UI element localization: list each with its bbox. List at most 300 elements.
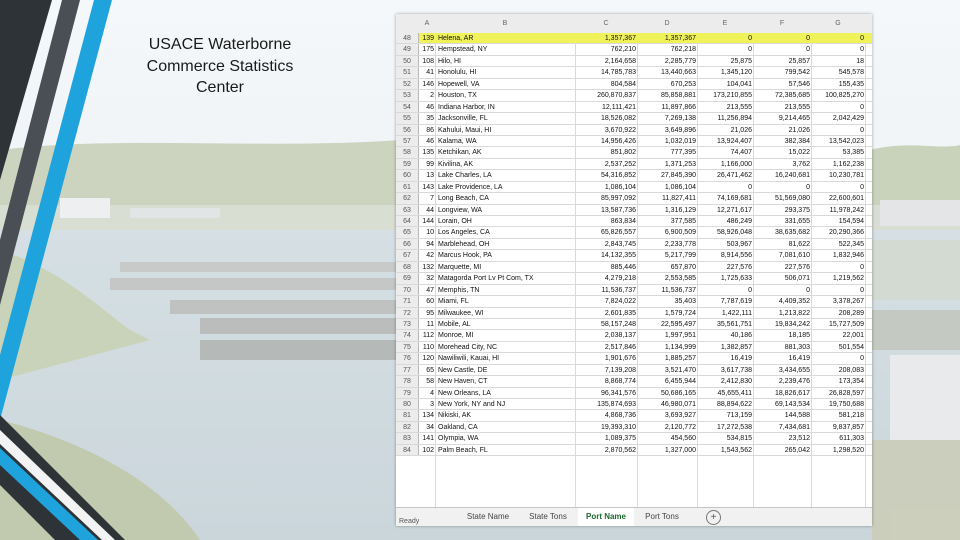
table-cell[interactable]: 69,143,534 <box>774 401 810 408</box>
table-cell[interactable]: 7,824,022 <box>604 298 636 306</box>
row-number[interactable]: 84 <box>396 445 419 455</box>
table-cell[interactable]: 382,384 <box>784 137 810 145</box>
table-cell[interactable]: 3 <box>430 401 434 408</box>
table-cell[interactable]: Houston, TX <box>438 92 477 100</box>
table-cell[interactable]: 2,120,772 <box>664 423 696 431</box>
table-cell[interactable]: 65,826,557 <box>600 229 636 237</box>
row-number[interactable]: 48 <box>396 33 419 43</box>
table-cell[interactable]: 1,345,120 <box>720 69 752 77</box>
table-cell[interactable]: 58,157,248 <box>600 320 636 328</box>
table-row[interactable] <box>396 33 872 44</box>
table-cell[interactable]: 0 <box>748 35 752 42</box>
table-cell[interactable]: 1,166,000 <box>720 160 752 168</box>
table-cell[interactable]: 503,967 <box>726 240 752 248</box>
row-number[interactable]: 49 <box>396 44 419 54</box>
row-number[interactable]: 80 <box>396 399 419 409</box>
table-cell[interactable]: 141 <box>422 435 434 443</box>
table-row[interactable] <box>396 182 872 193</box>
table-cell[interactable]: Helena, AR <box>438 35 474 42</box>
row-number[interactable]: 55 <box>396 113 419 123</box>
table-cell[interactable]: 213,555 <box>784 103 810 111</box>
table-cell[interactable]: 3,434,655 <box>778 366 810 374</box>
table-row[interactable] <box>396 90 872 101</box>
table-cell[interactable]: 0 <box>806 183 810 191</box>
table-cell[interactable]: 4,409,352 <box>778 298 810 306</box>
table-cell[interactable]: 9,837,857 <box>832 423 864 431</box>
table-cell[interactable]: 72,385,685 <box>774 92 810 100</box>
table-cell[interactable]: 7 <box>430 195 434 203</box>
table-cell[interactable]: Oakland, CA <box>438 423 478 431</box>
table-cell[interactable]: Kahului, Maui, HI <box>438 126 492 134</box>
table-cell[interactable]: Lake Providence, LA <box>438 183 503 191</box>
table-cell[interactable]: 762,218 <box>670 46 696 54</box>
table-cell[interactable]: New Castle, DE <box>438 366 488 374</box>
table-cell[interactable]: 0 <box>748 183 752 191</box>
row-number[interactable]: 57 <box>396 136 419 146</box>
table-cell[interactable]: 35 <box>426 115 434 123</box>
table-cell[interactable]: 34 <box>426 423 434 431</box>
table-cell[interactable]: 10 <box>426 229 434 237</box>
table-cell[interactable]: 173,354 <box>838 378 864 386</box>
table-cell[interactable]: 6,455,944 <box>664 378 696 386</box>
table-cell[interactable]: Kalama, WA <box>438 137 477 145</box>
table-cell[interactable]: 377,585 <box>670 218 696 225</box>
table-row[interactable] <box>396 216 872 227</box>
table-cell[interactable]: Longview, WA <box>438 206 483 214</box>
table-cell[interactable]: 2,553,585 <box>664 275 696 283</box>
table-cell[interactable]: 260,870,837 <box>597 92 636 100</box>
table-cell[interactable]: Marcus Hook, PA <box>438 252 492 260</box>
table-cell[interactable]: 0 <box>860 183 864 191</box>
table-cell[interactable]: 534,815 <box>726 435 752 443</box>
table-cell[interactable]: 46,980,071 <box>660 401 696 408</box>
table-cell[interactable]: 13,924,407 <box>716 137 752 145</box>
table-cell[interactable]: 0 <box>748 286 752 294</box>
table-cell[interactable]: 108 <box>422 57 434 65</box>
table-cell[interactable]: 2,042,429 <box>832 115 864 123</box>
table-cell[interactable]: 21,026 <box>788 126 810 134</box>
table-cell[interactable]: 110 <box>422 343 434 351</box>
table-cell[interactable]: 53,385 <box>842 149 864 157</box>
table-cell[interactable]: Long Beach, CA <box>438 195 489 203</box>
table-cell[interactable]: 19,393,310 <box>600 423 636 431</box>
table-cell[interactable]: 58 <box>426 378 434 386</box>
table-cell[interactable]: 1,579,724 <box>664 309 696 317</box>
table-cell[interactable]: 3,693,927 <box>664 412 696 420</box>
table-cell[interactable]: Nikiski, AK <box>438 412 472 420</box>
table-cell[interactable]: 32 <box>426 275 434 283</box>
table-row[interactable] <box>396 445 872 456</box>
table-cell[interactable]: 0 <box>806 46 810 54</box>
table-cell[interactable]: Matagorda Port Lv Pt Com, TX <box>438 275 534 283</box>
table-row[interactable] <box>396 262 872 273</box>
table-cell[interactable]: 10,230,781 <box>828 172 864 180</box>
table-cell[interactable]: 506,071 <box>784 275 810 283</box>
table-cell[interactable]: 2,239,476 <box>778 378 810 386</box>
table-cell[interactable]: 885,446 <box>610 263 636 271</box>
table-cell[interactable]: 1,422,111 <box>721 309 752 317</box>
table-cell[interactable]: 154,594 <box>838 218 864 225</box>
table-cell[interactable]: 21,026 <box>730 126 752 134</box>
table-cell[interactable]: 102 <box>422 446 434 454</box>
row-number[interactable]: 56 <box>396 125 419 135</box>
table-cell[interactable]: Los Angeles, CA <box>438 229 490 237</box>
table-cell[interactable]: 7,139,208 <box>604 366 636 374</box>
table-cell[interactable]: 14,132,355 <box>600 252 636 260</box>
table-cell[interactable]: 135 <box>422 149 434 157</box>
table-row[interactable] <box>396 308 872 319</box>
table-cell[interactable]: 1,327,000 <box>664 446 696 454</box>
table-cell[interactable]: 2,870,562 <box>604 446 636 454</box>
row-number[interactable]: 60 <box>396 170 419 180</box>
table-cell[interactable]: 18,526,082 <box>600 115 636 123</box>
table-cell[interactable]: 11 <box>426 320 434 328</box>
table-cell[interactable]: 94 <box>426 240 434 248</box>
table-cell[interactable]: Lake Charles, LA <box>438 172 492 180</box>
table-cell[interactable]: 1,213,822 <box>778 309 810 317</box>
table-cell[interactable]: 65 <box>426 366 434 374</box>
row-number[interactable]: 66 <box>396 239 419 249</box>
table-cell[interactable]: 13,542,023 <box>828 137 864 145</box>
table-cell[interactable]: 331,655 <box>784 218 810 225</box>
table-cell[interactable]: 74,407 <box>730 149 752 157</box>
table-row[interactable] <box>396 433 872 444</box>
table-cell[interactable]: 15,727,509 <box>828 320 864 328</box>
table-cell[interactable]: 545,578 <box>838 69 864 77</box>
table-cell[interactable]: 155,435 <box>838 80 864 88</box>
table-cell[interactable]: 14,785,783 <box>600 69 636 77</box>
table-cell[interactable]: 6,900,509 <box>664 229 696 237</box>
table-cell[interactable]: 1,382,857 <box>720 343 752 351</box>
table-cell[interactable]: 0 <box>860 286 864 294</box>
column-header-b[interactable]: B <box>502 20 508 27</box>
table-row[interactable] <box>396 67 872 78</box>
table-cell[interactable]: 4,868,736 <box>604 412 636 420</box>
table-row[interactable] <box>396 44 872 55</box>
table-cell[interactable]: 35,561,751 <box>716 320 752 328</box>
table-cell[interactable]: 611,303 <box>839 435 864 443</box>
table-cell[interactable]: 88,894,622 <box>716 401 752 408</box>
table-cell[interactable]: 11,536,737 <box>661 286 696 294</box>
table-cell[interactable]: 13,587,736 <box>600 206 636 214</box>
table-row[interactable] <box>396 193 872 204</box>
table-cell[interactable]: 14,956,426 <box>600 137 636 145</box>
table-cell[interactable]: 777,395 <box>670 149 696 157</box>
table-cell[interactable]: 22,595,497 <box>660 320 696 328</box>
table-cell[interactable]: New Orleans, LA <box>438 389 491 397</box>
table-cell[interactable]: 0 <box>748 46 752 54</box>
table-row[interactable] <box>396 376 872 387</box>
table-cell[interactable]: 51,569,080 <box>774 195 810 203</box>
table-cell[interactable]: 227,576 <box>784 263 810 271</box>
table-cell[interactable]: 657,870 <box>670 263 696 271</box>
table-cell[interactable]: Marblehead, OH <box>438 240 490 248</box>
table-cell[interactable]: Hilo, HI <box>438 57 461 65</box>
table-cell[interactable]: Miami, FL <box>438 298 469 306</box>
table-cell[interactable]: 1,543,562 <box>720 446 752 454</box>
table-row[interactable] <box>396 136 872 147</box>
table-cell[interactable]: 0 <box>806 35 810 42</box>
table-cell[interactable]: 44 <box>426 206 434 214</box>
row-number[interactable]: 73 <box>396 319 419 329</box>
table-cell[interactable]: 713,159 <box>726 412 752 420</box>
table-cell[interactable]: 26,828,597 <box>828 389 864 397</box>
table-cell[interactable]: Memphis, TN <box>438 286 480 294</box>
table-cell[interactable]: 863,834 <box>610 218 636 225</box>
row-number[interactable]: 75 <box>396 342 419 352</box>
table-cell[interactable]: 46 <box>426 137 434 145</box>
table-cell[interactable]: 3,378,267 <box>832 298 864 306</box>
row-number[interactable]: 70 <box>396 285 419 295</box>
table-cell[interactable]: 0 <box>860 35 864 42</box>
table-cell[interactable]: 454,560 <box>670 435 696 443</box>
table-cell[interactable]: 13 <box>426 172 434 180</box>
column-header-c[interactable]: C <box>603 20 609 27</box>
table-row[interactable] <box>396 388 872 399</box>
table-cell[interactable]: 18,185 <box>788 332 810 340</box>
table-cell[interactable]: 8,914,556 <box>720 252 752 260</box>
table-cell[interactable]: 12,271,617 <box>716 206 752 214</box>
table-cell[interactable]: 1,089,375 <box>604 435 636 443</box>
table-cell[interactable]: 41 <box>426 69 434 77</box>
table-cell[interactable]: 96,341,576 <box>600 389 636 397</box>
table-cell[interactable]: 50,686,165 <box>660 389 696 397</box>
table-row[interactable] <box>396 285 872 296</box>
table-cell[interactable]: 3,762 <box>792 160 810 168</box>
table-cell[interactable]: 11,256,894 <box>717 115 752 123</box>
table-row[interactable] <box>396 125 872 136</box>
table-cell[interactable]: 762,210 <box>610 46 636 54</box>
table-cell[interactable]: 799,542 <box>784 69 810 77</box>
table-cell[interactable]: 99 <box>426 160 434 168</box>
table-cell[interactable]: Nawiliwili, Kauai, HI <box>438 355 500 363</box>
table-row[interactable] <box>396 239 872 250</box>
column-header-f[interactable]: F <box>779 20 785 27</box>
table-row[interactable] <box>396 250 872 261</box>
row-number[interactable]: 83 <box>396 433 419 443</box>
row-number[interactable]: 77 <box>396 365 419 375</box>
table-cell[interactable]: 3,521,470 <box>664 366 696 374</box>
row-number[interactable]: 72 <box>396 308 419 318</box>
table-cell[interactable]: 20,290,366 <box>828 229 864 237</box>
tab-state-name[interactable]: State Name <box>466 512 510 521</box>
table-cell[interactable]: Morehead City, NC <box>438 343 498 351</box>
tab-port-tons[interactable]: Port Tons <box>645 512 679 521</box>
table-row[interactable] <box>396 227 872 238</box>
table-cell[interactable]: 0 <box>860 355 864 363</box>
table-row[interactable] <box>396 399 872 410</box>
row-number[interactable]: 76 <box>396 353 419 363</box>
table-cell[interactable]: 2,412,830 <box>720 378 752 386</box>
table-cell[interactable]: 0 <box>806 286 810 294</box>
table-row[interactable] <box>396 79 872 90</box>
row-number[interactable]: 62 <box>396 193 419 203</box>
table-cell[interactable]: 1,885,257 <box>664 355 696 363</box>
table-row[interactable] <box>396 319 872 330</box>
row-number[interactable]: 67 <box>396 250 419 260</box>
row-number[interactable]: 53 <box>396 90 419 100</box>
row-number[interactable]: 79 <box>396 388 419 398</box>
table-cell[interactable]: Palm Beach, FL <box>438 446 488 454</box>
table-cell[interactable]: 22,001 <box>842 332 864 340</box>
table-cell[interactable]: Milwaukee, WI <box>438 309 484 317</box>
table-cell[interactable]: 17,272,538 <box>716 423 752 431</box>
table-cell[interactable]: 4 <box>430 389 434 397</box>
table-cell[interactable]: Indiana Harbor, IN <box>438 103 495 111</box>
table-row[interactable] <box>396 56 872 67</box>
table-cell[interactable]: 95 <box>426 309 434 317</box>
table-cell[interactable]: 1,316,129 <box>664 206 696 214</box>
row-number[interactable]: 78 <box>396 376 419 386</box>
column-header-a[interactable]: A <box>424 20 430 27</box>
table-cell[interactable]: 173,210,855 <box>713 92 752 100</box>
table-cell[interactable]: 104,041 <box>726 80 752 88</box>
column-header-d[interactable]: D <box>664 20 670 27</box>
row-number[interactable]: 81 <box>396 410 419 420</box>
table-cell[interactable]: 7,081,610 <box>778 252 810 260</box>
table-cell[interactable]: 12,111,421 <box>602 103 636 111</box>
table-cell[interactable]: 25,875 <box>730 57 752 65</box>
table-cell[interactable]: 208,289 <box>838 309 864 317</box>
table-cell[interactable]: 81,622 <box>788 240 810 248</box>
table-cell[interactable]: 1,357,367 <box>664 35 696 42</box>
row-number[interactable]: 63 <box>396 205 419 215</box>
row-number[interactable]: 69 <box>396 273 419 283</box>
table-cell[interactable]: 227,576 <box>726 263 752 271</box>
table-cell[interactable]: 1,725,633 <box>720 275 752 283</box>
table-cell[interactable]: 1,162,238 <box>832 160 864 168</box>
table-cell[interactable]: 5,217,799 <box>664 252 696 260</box>
table-row[interactable] <box>396 296 872 307</box>
table-cell[interactable]: 18 <box>856 57 864 65</box>
table-cell[interactable]: New York, NY and NJ <box>438 401 506 408</box>
table-cell[interactable]: 74,169,681 <box>716 195 752 203</box>
table-cell[interactable]: 2,164,658 <box>604 57 636 65</box>
table-cell[interactable]: 16,419 <box>788 355 810 363</box>
table-cell[interactable]: 23,512 <box>788 435 810 443</box>
table-row[interactable] <box>396 159 872 170</box>
table-row[interactable] <box>396 273 872 284</box>
table-cell[interactable]: 293,375 <box>784 206 810 214</box>
add-sheet-icon[interactable]: + <box>706 510 721 525</box>
table-cell[interactable]: New Haven, CT <box>438 378 488 386</box>
table-cell[interactable]: 1,901,676 <box>604 355 636 363</box>
row-number[interactable]: 71 <box>396 296 419 306</box>
table-cell[interactable]: 0 <box>860 103 864 111</box>
table-cell[interactable]: 35,403 <box>674 298 696 306</box>
table-row[interactable] <box>396 422 872 433</box>
table-cell[interactable]: 22,600,601 <box>828 195 864 203</box>
table-cell[interactable]: 135,874,693 <box>597 401 636 408</box>
select-all-corner[interactable] <box>396 14 418 33</box>
table-cell[interactable]: 132 <box>422 263 434 271</box>
table-cell[interactable]: 144 <box>422 218 434 225</box>
column-header-g[interactable]: G <box>835 20 841 27</box>
table-cell[interactable]: Marquette, MI <box>438 263 482 271</box>
row-number[interactable]: 74 <box>396 330 419 340</box>
table-cell[interactable]: 139 <box>422 35 434 42</box>
table-cell[interactable]: 16,240,681 <box>774 172 810 180</box>
table-cell[interactable]: Mobile, AL <box>438 320 471 328</box>
table-cell[interactable]: 11,978,242 <box>829 206 864 214</box>
table-cell[interactable]: 7,787,619 <box>720 298 752 306</box>
tab-port-name[interactable]: Port Name <box>578 508 634 526</box>
tab-state-tons[interactable]: State Tons <box>529 512 567 521</box>
table-cell[interactable]: 3,617,738 <box>720 366 752 374</box>
table-cell[interactable]: 2,285,779 <box>664 57 696 65</box>
table-cell[interactable]: 804,584 <box>610 80 636 88</box>
table-cell[interactable]: 45,655,411 <box>717 389 752 397</box>
row-number[interactable]: 65 <box>396 227 419 237</box>
table-cell[interactable]: 3,670,922 <box>604 126 636 134</box>
table-cell[interactable]: 881,303 <box>784 343 810 351</box>
table-cell[interactable]: 144,588 <box>784 412 810 420</box>
table-cell[interactable]: 19,750,688 <box>828 401 864 408</box>
table-cell[interactable]: 1,357,367 <box>604 35 636 42</box>
table-cell[interactable]: 1,997,951 <box>664 332 696 340</box>
table-cell[interactable]: 1,134,999 <box>664 343 696 351</box>
table-cell[interactable]: 9,214,465 <box>778 115 810 123</box>
table-cell[interactable]: 60 <box>426 298 434 306</box>
row-number[interactable]: 51 <box>396 67 419 77</box>
table-cell[interactable]: 46 <box>426 103 434 111</box>
table-cell[interactable]: 8,868,774 <box>604 378 636 386</box>
table-cell[interactable]: 2,038,137 <box>604 332 636 340</box>
table-cell[interactable]: 11,827,411 <box>662 195 696 203</box>
column-header-e[interactable]: E <box>722 20 728 27</box>
table-cell[interactable]: 26,471,462 <box>716 172 752 180</box>
table-cell[interactable]: Jacksonville, FL <box>438 115 488 123</box>
table-cell[interactable]: 13,440,663 <box>660 69 696 77</box>
table-cell[interactable]: 1,086,104 <box>604 183 636 191</box>
table-cell[interactable]: 2,843,745 <box>604 240 636 248</box>
table-cell[interactable]: 0 <box>860 126 864 134</box>
table-cell[interactable]: 1,032,019 <box>664 137 696 145</box>
table-cell[interactable]: 0 <box>860 46 864 54</box>
table-cell[interactable]: Kivilina, AK <box>438 160 474 168</box>
table-cell[interactable]: 522,345 <box>838 240 864 248</box>
table-cell[interactable]: 11,536,737 <box>601 286 636 294</box>
table-row[interactable] <box>396 410 872 421</box>
table-cell[interactable]: 2 <box>430 92 434 100</box>
row-number[interactable]: 64 <box>396 216 419 226</box>
table-row[interactable] <box>396 170 872 181</box>
table-cell[interactable]: 2,233,778 <box>664 240 696 248</box>
table-cell[interactable]: 208,083 <box>838 366 864 374</box>
table-cell[interactable]: Hopewell, VA <box>438 80 480 88</box>
table-cell[interactable]: 38,635,682 <box>774 229 810 237</box>
table-cell[interactable]: 19,834,242 <box>774 320 810 328</box>
table-cell[interactable]: 4,279,218 <box>604 275 636 283</box>
table-cell[interactable]: 581,218 <box>838 412 864 420</box>
table-cell[interactable]: 146 <box>422 80 434 88</box>
table-cell[interactable]: 100,825,270 <box>825 92 864 100</box>
table-row[interactable] <box>396 102 872 113</box>
table-row[interactable] <box>396 342 872 353</box>
table-cell[interactable]: 1,219,562 <box>832 275 864 283</box>
table-cell[interactable]: Hempstead, NY <box>438 46 488 54</box>
table-cell[interactable]: 1,086,104 <box>664 183 696 191</box>
table-cell[interactable]: 7,434,681 <box>778 423 810 431</box>
table-cell[interactable]: 16,419 <box>730 355 752 363</box>
table-cell[interactable]: 213,555 <box>726 103 752 111</box>
table-cell[interactable]: 15,022 <box>788 149 810 157</box>
row-number[interactable]: 82 <box>396 422 419 432</box>
table-cell[interactable]: 134 <box>422 412 434 420</box>
row-number[interactable]: 54 <box>396 102 419 112</box>
table-cell[interactable]: Olympia, WA <box>438 435 479 443</box>
table-cell[interactable]: 42 <box>426 252 434 260</box>
